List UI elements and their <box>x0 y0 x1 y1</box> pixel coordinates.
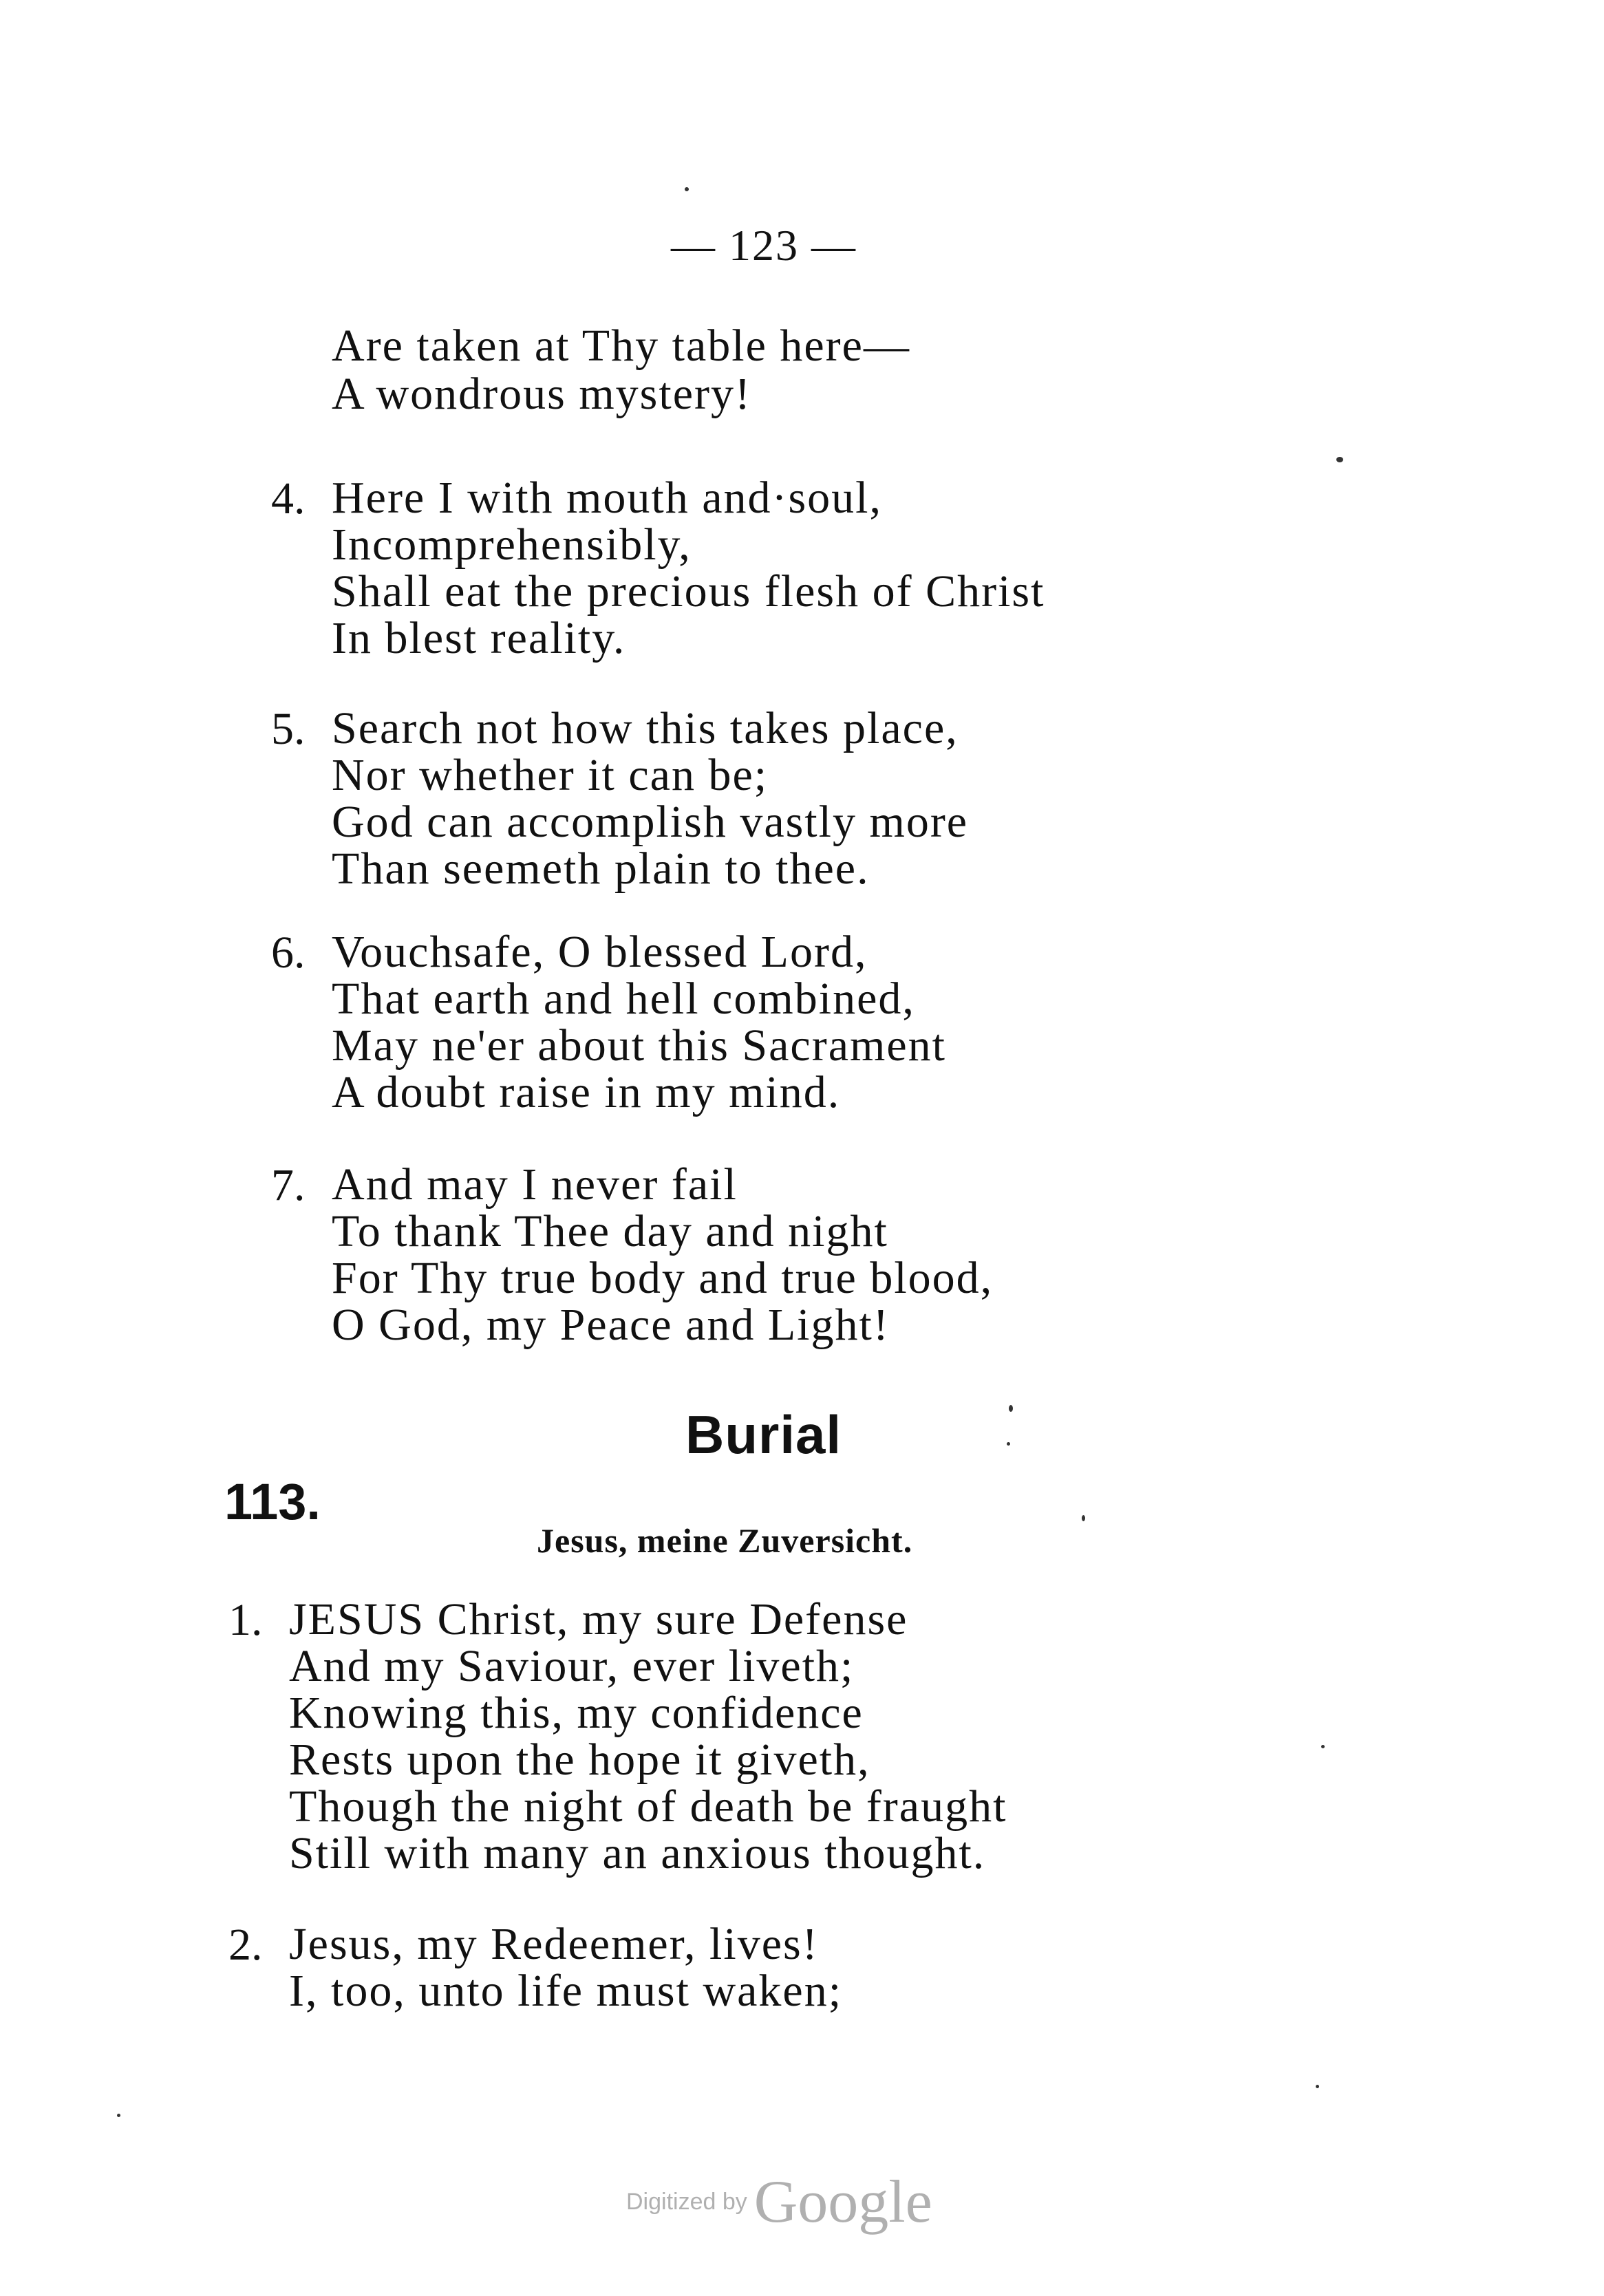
verse-line: I, too, unto life must waken; <box>289 1966 843 2016</box>
verse-line: Incomprehensibly, <box>332 519 692 570</box>
verse-line: To thank Thee day and night <box>332 1206 888 1256</box>
verse-line: Are taken at Thy table here— <box>332 321 910 371</box>
continuation-lines <box>332 322 910 418</box>
watermark-prefix: Digitized by <box>626 2189 747 2215</box>
scan-speck <box>117 2114 120 2117</box>
verse-line: A doubt raise in my mind. <box>332 1067 841 1117</box>
verse-line: Still with many an anxious thought. <box>289 1828 986 1878</box>
verse-line: Than seemeth plain to thee. <box>332 844 870 894</box>
verse-line: May ne'er about this Sacrament <box>332 1020 946 1071</box>
scan-speck <box>1336 457 1343 462</box>
stanza-number: 6. <box>271 927 306 978</box>
verse-line: Search not how this takes place, <box>332 703 959 753</box>
scan-speck <box>1321 1745 1325 1748</box>
verse-line: Though the night of death be fraught <box>289 1781 1007 1832</box>
verse-line: Nor whether it can be; <box>332 750 769 800</box>
verse-line: Rests upon the hope it giveth, <box>289 1735 870 1785</box>
verse-line: JESUS Christ, my sure Defense <box>289 1594 908 1644</box>
stanza-number: 1. <box>228 1595 263 1645</box>
verse-line: And my Saviour, ever liveth; <box>289 1641 855 1691</box>
section-heading: Burial <box>685 1404 842 1465</box>
digitized-watermark <box>626 2167 932 2237</box>
verse-line: Knowing this, my confidence <box>289 1688 864 1738</box>
verse-line: And may I never fail <box>332 1159 738 1210</box>
verse-line: O God, my Peace and Light! <box>332 1300 890 1350</box>
scan-speck <box>1082 1515 1085 1521</box>
stanza-number: 7. <box>271 1160 306 1210</box>
stanza-number: 4. <box>271 473 306 524</box>
verse-line: Vouchsafe, O blessed Lord, <box>332 927 868 977</box>
verse-line: That earth and hell combined, <box>332 974 915 1024</box>
page-number: — 123 — <box>671 221 857 270</box>
verse-line: Shall eat the precious flesh of Christ <box>332 566 1045 616</box>
verse-line: For Thy true body and true blood, <box>332 1253 994 1303</box>
scan-speck <box>1316 2085 1319 2088</box>
google-logo: Google <box>753 2169 932 2235</box>
verse-line: A wondrous mystery! <box>332 369 751 419</box>
scan-speck <box>685 187 689 191</box>
tune-name: Jesus, meine Zuversicht. <box>537 1521 913 1560</box>
verse-line: God can accomplish vastly more <box>332 797 969 847</box>
scan-speck <box>1009 1405 1013 1412</box>
stanza-number: 5. <box>271 704 306 754</box>
stanza-number: 2. <box>228 1920 263 1970</box>
verse-line: Jesus, my Redeemer, lives! <box>289 1919 819 1969</box>
scan-speck <box>1007 1442 1010 1446</box>
verse-line: In blest reality. <box>332 613 626 663</box>
verse-line: Here I with mouth and·soul, <box>332 473 883 523</box>
hymn-number: 113. <box>224 1473 321 1530</box>
